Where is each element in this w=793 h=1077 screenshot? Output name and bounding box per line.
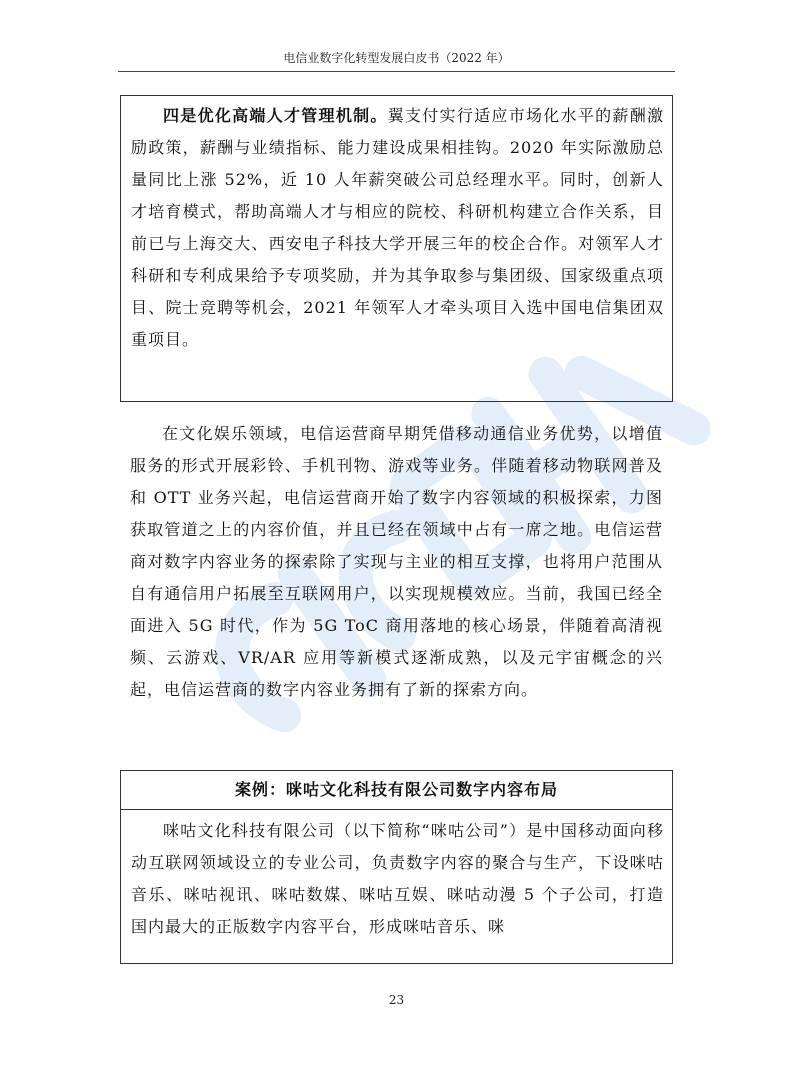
case-box-title: 案例：咪咕文化科技有限公司数字内容布局 (121, 771, 672, 810)
case-box-migu (120, 770, 673, 964)
header-divider (118, 71, 675, 72)
page-number: 23 (388, 993, 405, 1007)
case-paragraph (131, 100, 664, 356)
body-paragraph-culture-entertainment: 在文化娱乐领域，电信运营商早期凭借移动通信业务优势，以增值服务的形式开展彩铃、手机刊物、游戏等业务。伴随着移动物联网普及和 OTT 业务兴起，电信运营商开始了数字内容领域的积极探索，力图获取管道之上的内容价值，并且已经在领域中占有一席之地。电信运营商对数字内容业务的探索除了实现与主业的相互支撑，也将用户范围从自有通信用户拓展至互联网用户，以实现规模效应。当前，我国已经全面进入 5G 时代，作为 5G ToC 商用落地的核心场景，伴随着高清视频、云游戏、VR/AR 应用等新模式逐渐成熟，以及元宇宙概念的兴起，电信运营商的数字内容业务拥有了新的探索方向。 (130, 424, 663, 699)
case-body-text: 咪咕文化科技有限公司（以下简称“咪咕公司”）是中国移动面向移动互联网领域设立的专业公司，负责数字内容的聚合与生产，下设咪咕音乐、咪咕视讯、咪咕数媒、咪咕互娱、咪咕动漫 5 个子公司，打造国内最大的正版数字内容平台，形成咪咕音乐、咪 (131, 821, 664, 936)
case-box-talent-management (120, 95, 673, 402)
case-body-text: 翼支付实行适应市场化水平的薪酬激励政策，薪酬与业绩指标、能力建设成果相挂钩。2020 年实际激励总量同比上涨 52%，近 10 人年薪突破公司总经理水平。同时，创新人才培育模式，帮助高端人才与相应的院校、科研机构建立合作关系，目前已与上海交大、西安电子科技大学开展三年的校企合作。对领军人才科研和专利成果给予专项奖励，并为其争取参与集团级、国家级重点项目、院士竞聘等机会，2021 年领军人才牵头项目入选中国电信集团双重项目。 (131, 106, 664, 349)
case-lead-heading: 四是优化高端人才管理机制。 (163, 106, 388, 125)
running-header: 电信业数字化转型发展白皮书（2022 年） (283, 51, 510, 65)
